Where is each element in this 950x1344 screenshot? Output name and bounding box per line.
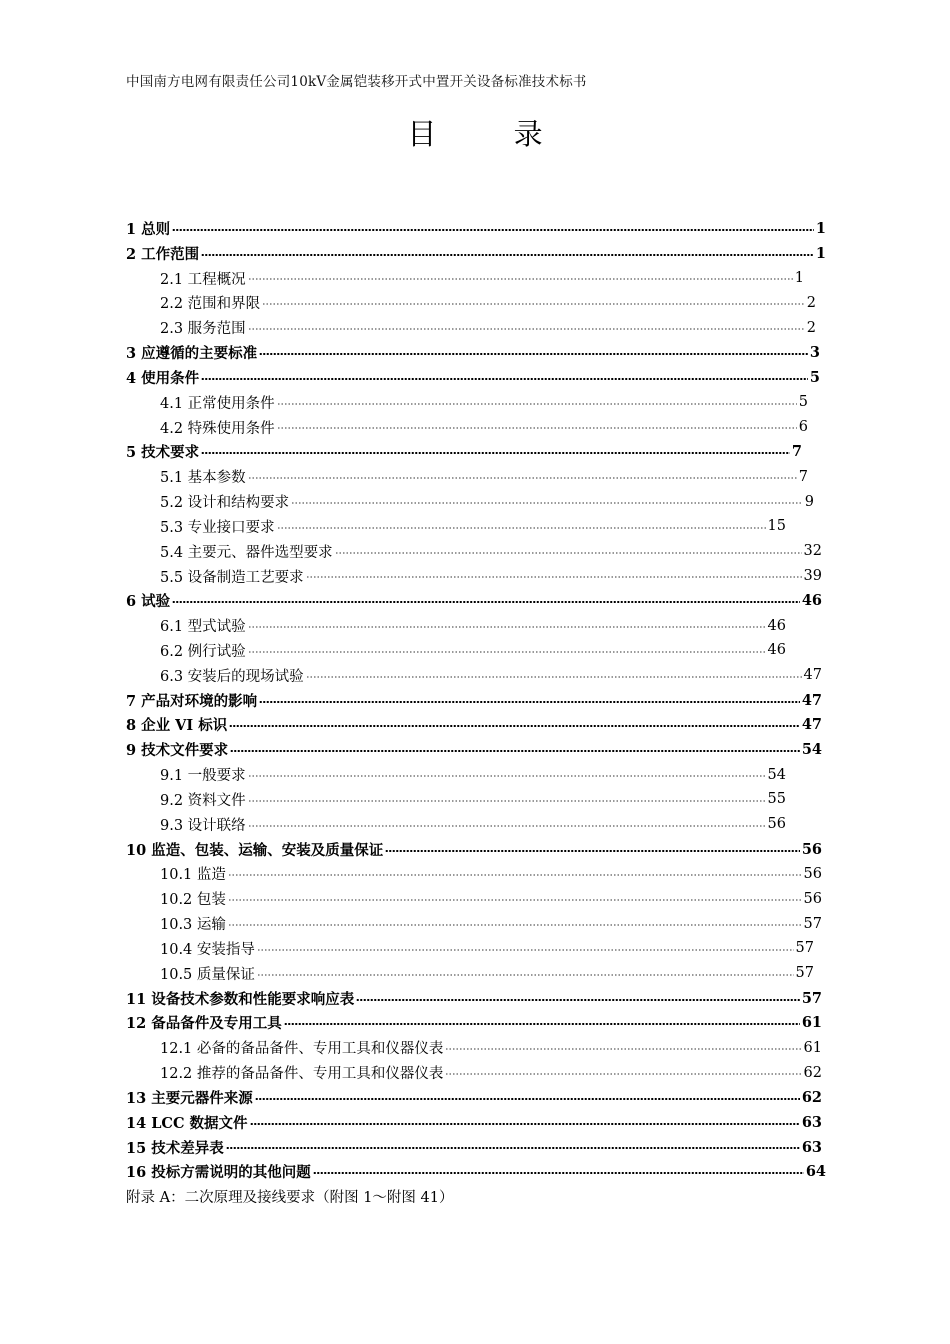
toc-entry-label: 5.1 基本参数: [160, 470, 246, 487]
toc-entry-label: 13 主要元器件来源: [126, 1089, 253, 1107]
toc-leader-dots: [259, 697, 800, 707]
toc-leader-dots: [228, 920, 802, 930]
toc-entry-label: 16 投标方需说明的其他问题: [126, 1164, 311, 1182]
toc-leader-dots: [228, 870, 802, 880]
toc-entry-label: 2.2 范围和界限: [160, 296, 261, 313]
toc-entry-label: 11 设备技术参数和性能要求响应表: [126, 990, 355, 1008]
toc-entry-page: 63: [801, 1113, 822, 1131]
toc-entry-label: 6.3 安装后的现场试验: [160, 668, 304, 685]
toc-leader-dots: [201, 374, 808, 384]
toc-entry-page: 61: [803, 1039, 822, 1056]
toc-entry-label: 9.3 设计联络: [160, 817, 246, 834]
toc-entry-page: 7: [791, 443, 802, 461]
toc-entry[interactable]: [126, 663, 826, 688]
toc-leader-dots: [248, 796, 766, 806]
toc-entry-label: 4.2 特殊使用条件: [160, 420, 275, 437]
toc-leader-dots: [306, 572, 802, 582]
toc-entry-page: 56: [803, 865, 822, 882]
toc-entry[interactable]: [126, 1035, 826, 1060]
toc-leader-dots: [201, 250, 814, 260]
toc-leader-dots: [385, 846, 800, 856]
toc-leader-dots: [229, 721, 800, 731]
toc-entry[interactable]: [126, 464, 826, 489]
toc-entry-label: 15 技术差异表: [126, 1139, 224, 1157]
toc-entry-page: 56: [803, 890, 822, 907]
toc-leader-dots: [248, 647, 766, 657]
toc-entry-page: 9: [804, 493, 814, 510]
toc-entry-label: 2 工作范围: [126, 245, 200, 263]
toc-leader-dots: [277, 423, 797, 433]
toc-entry[interactable]: [126, 539, 826, 564]
toc-entry-label: 14 LCC 数据文件: [126, 1114, 248, 1132]
toc-leader-dots: [284, 1019, 800, 1029]
toc-entry-page: 54: [801, 741, 822, 759]
toc-entry-label: 12 备品备件及专用工具: [126, 1015, 282, 1033]
toc-entry-page: 1: [794, 270, 804, 287]
toc-leader-dots: [257, 945, 794, 955]
toc-entry-page: 64: [805, 1163, 826, 1181]
toc-entry[interactable]: [126, 986, 826, 1011]
toc-leader-dots: [226, 1143, 800, 1153]
toc-entry[interactable]: [126, 936, 826, 961]
toc-leader-dots: [248, 324, 805, 334]
toc-leader-dots: [259, 349, 808, 359]
toc-entry-page: 62: [801, 1088, 822, 1106]
toc-entry[interactable]: [126, 1159, 826, 1184]
toc-leader-dots: [172, 225, 814, 235]
toc-entry[interactable]: [126, 588, 826, 613]
toc-entry[interactable]: [126, 613, 826, 638]
toc-leader-dots: [277, 523, 766, 533]
toc-entry-page: 46: [767, 642, 786, 659]
toc-entry-page: 57: [795, 965, 814, 982]
toc-entry-page: 57: [803, 915, 822, 932]
toc-entry-page: 46: [767, 617, 786, 634]
toc-entry[interactable]: [126, 911, 826, 936]
toc-leader-dots: [255, 1094, 800, 1104]
toc-entry[interactable]: [126, 1110, 826, 1135]
toc-entry[interactable]: [126, 862, 826, 887]
toc-entry-page: 56: [801, 840, 822, 858]
toc-entry[interactable]: [126, 713, 826, 738]
toc-entry[interactable]: [126, 439, 826, 464]
toc-entry-label: 5.5 设备制造工艺要求: [160, 569, 304, 586]
toc-entry[interactable]: [126, 762, 826, 787]
toc-entry-page: 57: [795, 940, 814, 957]
toc-entry-label: 12.2 推荐的备品备件、专用工具和仪器仪表: [160, 1066, 444, 1083]
toc-entry[interactable]: [126, 886, 826, 911]
toc-entry[interactable]: [126, 315, 826, 340]
page-title: 目 录: [407, 117, 577, 151]
toc-entry[interactable]: [126, 514, 826, 539]
toc-leader-dots: [356, 995, 800, 1005]
toc-leader-dots: [313, 1168, 804, 1178]
toc-entry-label: 5.4 主要元、器件选型要求: [160, 544, 333, 561]
toc-entry-page: 56: [767, 816, 786, 833]
toc-entry-page: 2: [806, 294, 816, 311]
toc-entry[interactable]: [126, 390, 826, 415]
toc-leader-dots: [248, 274, 793, 284]
toc-entry[interactable]: [126, 1135, 826, 1160]
toc-entry[interactable]: [126, 489, 826, 514]
toc-entry[interactable]: [126, 415, 826, 440]
toc-leader-dots: [172, 597, 800, 607]
toc-entry-page: 7: [798, 468, 808, 485]
toc-entry[interactable]: [126, 837, 826, 862]
toc-entry-page: 55: [767, 791, 786, 808]
toc-entry-label: 2.1 工程概况: [160, 271, 246, 288]
toc-entry-label: 7 产品对环境的影响: [126, 692, 258, 710]
toc-leader-dots: [445, 1069, 801, 1079]
toc-entry-page: 1: [815, 244, 826, 262]
toc-entry-label: 3 应遵循的主要标准: [126, 345, 258, 363]
toc-leader-dots: [335, 548, 802, 558]
toc-leader-dots: [248, 473, 797, 483]
toc-entry-page: 63: [801, 1138, 822, 1156]
toc-entry[interactable]: [126, 241, 826, 266]
toc-entry-label: 5 技术要求: [126, 444, 200, 462]
toc-leader-dots: [250, 1119, 800, 1129]
toc-entry-page: 61: [801, 1014, 822, 1032]
toc-entry[interactable]: [126, 787, 826, 812]
toc-entry-page: 5: [809, 368, 820, 386]
toc-entry-page: 62: [803, 1064, 822, 1081]
toc-entry-label: 4 使用条件: [126, 369, 200, 387]
toc-leader-dots: [257, 970, 794, 980]
toc-entry-label: 1 总则: [126, 220, 171, 238]
toc-leader-dots: [248, 622, 766, 632]
toc-entry-label: 10.5 质量保证: [160, 966, 255, 983]
toc-entry-label: 附录 A：二次原理及接线要求（附图 1～附图 41）: [126, 1190, 454, 1207]
toc-leader-dots: [277, 399, 797, 409]
toc-entry[interactable]: [126, 638, 826, 663]
toc-entry-label: 10.4 安装指导: [160, 941, 255, 958]
toc-entry-label: 10.3 运输: [160, 917, 226, 934]
toc-entry-label: 8 企业 VI 标识: [126, 717, 228, 735]
toc-entry-label: 6.2 例行试验: [160, 643, 246, 660]
toc-entry-page: 3: [809, 344, 820, 362]
toc-entry-page: 47: [801, 691, 822, 709]
toc-entry[interactable]: [126, 737, 826, 762]
toc-entry-page: 39: [803, 568, 822, 584]
toc-leader-dots: [248, 771, 766, 781]
toc-leader-dots: [228, 895, 802, 905]
toc-entry-label: 9 技术文件要求: [126, 742, 229, 760]
toc-entry[interactable]: [126, 1060, 826, 1085]
table-of-contents: [126, 216, 826, 1209]
toc-entry-page: 15: [767, 518, 786, 535]
toc-entry-label: 10 监造、包装、运输、安装及质量保证: [126, 841, 384, 859]
toc-leader-dots: [248, 821, 766, 831]
toc-entry[interactable]: [126, 1011, 826, 1036]
toc-leader-dots: [306, 672, 802, 682]
toc-entry[interactable]: [126, 564, 826, 589]
toc-entry[interactable]: [126, 216, 826, 241]
toc-entry-label: 6.1 型式试验: [160, 619, 246, 636]
toc-entry[interactable]: [126, 290, 826, 315]
toc-entry-page: 57: [801, 989, 822, 1007]
toc-entry[interactable]: [126, 688, 826, 713]
toc-entry-page: 2: [806, 319, 816, 336]
toc-entry[interactable]: [126, 961, 826, 986]
toc-entry[interactable]: [126, 812, 826, 837]
toc-leader-dots: [291, 498, 803, 508]
toc-entry-page: 47: [801, 716, 822, 734]
toc-entry-label: 6 试验: [126, 593, 171, 611]
toc-entry-page: 32: [803, 543, 822, 560]
toc-entry-page: 6: [798, 419, 808, 436]
toc-entry-label: 4.1 正常使用条件: [160, 395, 275, 412]
toc-leader-dots: [445, 1044, 801, 1054]
toc-entry-page: 5: [798, 394, 808, 411]
toc-entry[interactable]: [126, 1184, 826, 1209]
toc-entry-label: 12.1 必备的备品备件、专用工具和仪器仪表: [160, 1041, 444, 1058]
toc-entry-label: 10.1 监造: [160, 867, 226, 884]
toc-entry[interactable]: [126, 1085, 826, 1110]
toc-entry-label: 10.2 包装: [160, 892, 226, 909]
toc-entry-page: 54: [767, 766, 786, 783]
toc-entry-page: 1: [815, 219, 826, 237]
toc-entry-label: 9.1 一般要求: [160, 768, 246, 785]
page-header: 中国南方电网有限责任公司10kV金属铠装移开式中置开关设备标准技术标书: [126, 74, 587, 90]
toc-entry[interactable]: [126, 266, 826, 291]
toc-leader-dots: [230, 746, 800, 756]
toc-entry-label: 2.3 服务范围: [160, 321, 246, 338]
toc-leader-dots: [201, 448, 790, 458]
toc-entry[interactable]: [126, 340, 826, 365]
toc-entry-label: 5.3 专业接口要求: [160, 519, 275, 536]
toc-leader-dots: [262, 299, 805, 309]
toc-entry-label: 5.2 设计和结构要求: [160, 495, 290, 512]
toc-entry-page: 47: [803, 667, 822, 684]
toc-entry[interactable]: [126, 365, 826, 390]
toc-entry-label: 9.2 资料文件: [160, 792, 246, 809]
toc-entry-page: 46: [801, 592, 822, 610]
